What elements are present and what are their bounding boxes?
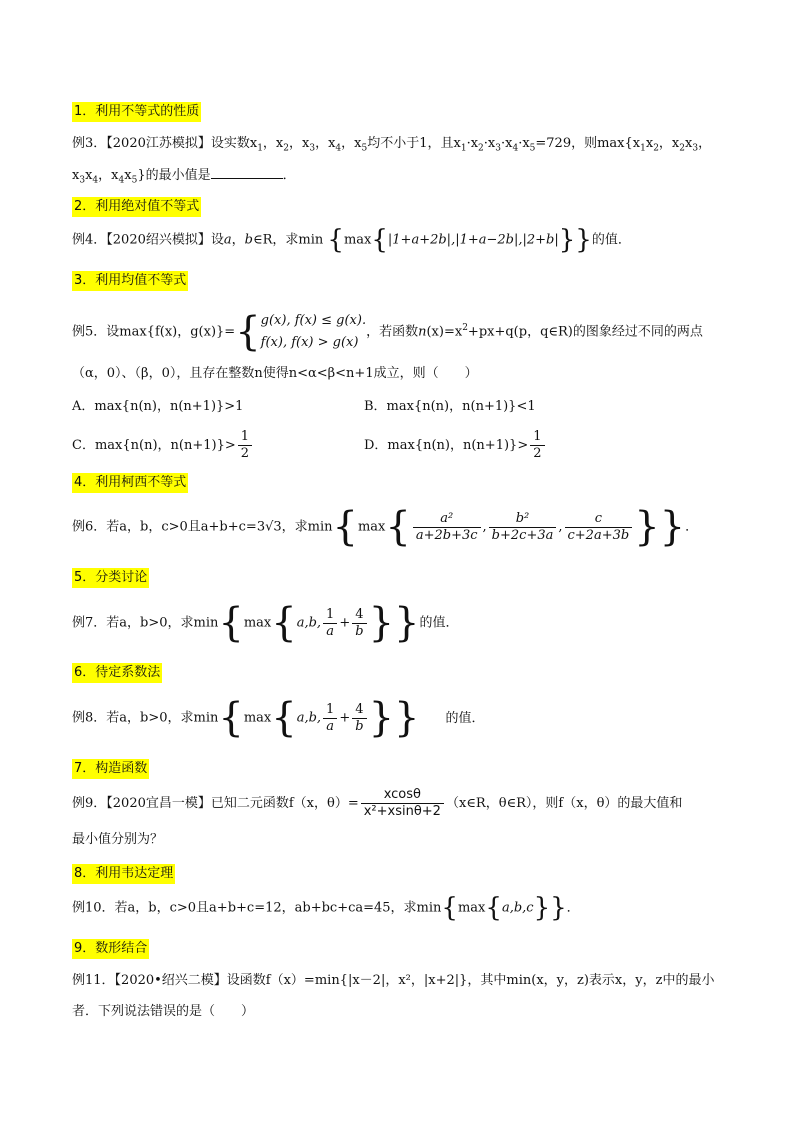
example-9-line-1: 例9．【2020宜昌一模】已知二元函数f（x，θ）= $\frac{xcos\theta}{\text{x²+xsinθ+2}}$ （x∈R，θ∈R），则f（x，θ）的最大值和 [72,787,683,819]
option-b[interactable]: B．max{n(n)，n(n+1)}<1 [364,399,536,414]
section-heading-5: 5．分类讨论 [72,568,149,588]
example-3-line-1: 例3．【2020江苏模拟】设实数$x_1$，$x_2$，$x_3$，$x_4$，$x_5$均不小于1，且$x_1\cdot x_2\cdot x_3\cdot x_4\cdot x_5=729$，则$\max\{x_1x_2$，$x_2x_3$， [72,136,712,154]
example-6: 例6．若a，b，c>0且a+b+c=3√3，求min{max{ $\frac{\text{a²}}{a+2b+3c}$ , $\frac{\text{b²}}{b+2c+3a}$ , $\frac{c}{c+2a+3b}$ }}． [72,504,699,550]
example-11-line-1: 例11．【2020•绍兴二模】设函数f（x）=min{|x－2|，x²，|x+2|}，其中min(x，y，z)表示x，y，z中的最小 [72,973,715,988]
example-9-line-2: 最小值分别为？ [72,832,164,847]
answer-blank [211,164,283,179]
section-heading-2: 2．利用绝对值不等式 [72,197,201,217]
option-c[interactable]: C．max{n(n)，n(n+1)}> $\frac{1}{2}$ [72,426,254,466]
example-4: 例4．【2020绍兴模拟】设a，b∈R，求min {max{|1+a+2b|,|1+a−2b|,|2+b|}}的值． [72,225,631,255]
section-heading-7: 7．构造函数 [72,759,149,779]
option-d[interactable]: D．max{n(n)，n(n+1)}> $\frac{1}{2}$ [364,426,547,466]
section-heading-1: 1．利用不等式的性质 [72,102,201,122]
section-heading-9: 9．数形结合 [72,939,149,959]
section-heading-8: 8．利用韦达定理 [72,864,175,884]
section-heading-6: 6．待定系数法 [72,663,162,683]
option-a[interactable]: A．max{n(n)，n(n+1)}>1 [72,399,244,414]
example-10: 例10．若a，b，c>0且a+b+c=12，ab+bc+ca=45，求min{max{a,b,c}}． [72,893,580,923]
section-heading-3: 3．利用均值不等式 [72,271,188,291]
example-7: 例7．若a，b>0，求min{max{a,b, $\frac{1}{a}$ + $\frac{4}{b}$ }}的值． [72,600,459,646]
example-3-line-2: $x_3x_4$，$x_4x_5$}的最小值是 ． [72,164,296,191]
example-8: 例8．若a，b>0，求min{max{a,b, $\frac{1}{a}$ + $\frac{4}{b}$ }} 的值． [72,695,485,741]
example-11-line-2: 者．下列说法错误的是（ ） [72,1004,255,1019]
example-5-line-2: （α，0）、（β，0），且存在整数n使得n<α<β<n+1成立，则（ ） [72,366,478,381]
example-5-line-1: 例5．设max{f(x)，g(x)}={ g(x), f(x) ≤ g(x). f(x), f(x) > g(x) ，若函数$n(x)=x^2+px+q(p$，q∈R)的图象经过不同的两点 [72,308,703,355]
section-heading-4: 4．利用柯西不等式 [72,473,188,493]
